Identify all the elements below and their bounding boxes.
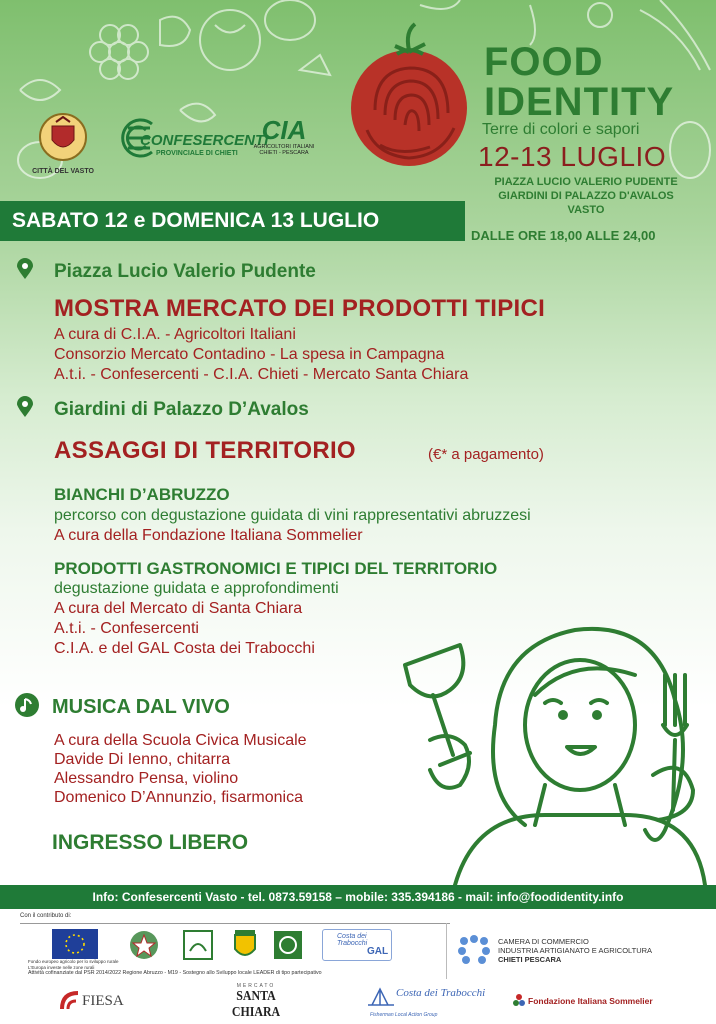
gal-label: GAL: [367, 946, 389, 957]
cia-sub1: AGRICOLTORI ITALIANI: [253, 144, 315, 150]
fiesa-mark-icon: [58, 989, 80, 1011]
musica-line-4: Domenico D’Annunzio, fisarmonica: [54, 789, 303, 806]
contributo-label: Con il contributo di:: [20, 913, 72, 919]
italy-emblem-icon: [128, 929, 160, 961]
musica-line-2: Davide Di Ienno, chitarra: [54, 751, 231, 768]
trabocchi-label: Costa dei Trabocchi: [396, 987, 486, 999]
location-piazza: Piazza Lucio Valerio Pudente: [54, 261, 316, 282]
eu-note-2: L'Europa investe nelle zone rurali: [28, 965, 95, 970]
location-pin-icon: [16, 258, 34, 280]
santa-chiara-logo: [206, 983, 306, 1021]
fis-label: Fondazione Italiana Sommelier: [528, 996, 653, 1006]
camera-line-1: CAMERA DI COMMERCIO: [498, 937, 589, 946]
ingresso-libero: INGRESSO LIBERO: [52, 831, 249, 854]
mostra-line-1: A cura di C.I.A. - Agricoltori Italiani: [54, 326, 296, 343]
tomato-fingerprint-icon: [345, 20, 475, 170]
music-note-icon: [14, 692, 40, 718]
city-crest-icon: [38, 112, 88, 162]
costa-label: Costa dei Trabocchi: [337, 933, 368, 947]
title-line2: IDENTITY: [484, 80, 675, 124]
camera-line-2: INDUSTRIA ARTIGIANATO E AGRICOLTURA: [498, 946, 653, 955]
psr-logo-icon: [182, 929, 214, 961]
gal-logo: [322, 929, 392, 961]
musica-heading: MUSICA DAL VIVO: [52, 696, 230, 718]
prodotti-line-3: C.I.A. e del GAL Costa dei Trabocchi: [54, 640, 315, 657]
date-banner: SABATO 12 e DOMENICA 13 LUGLIO: [0, 201, 465, 241]
title-line1: FOOD: [484, 40, 604, 84]
musica-line-1: A cura della Scuola Civica Musicale: [54, 732, 307, 749]
prodotti-line-2: A.t.i. - Confesercenti: [54, 620, 199, 637]
fis-mark-icon: [512, 993, 526, 1007]
assaggi-note: (€* a pagamento): [428, 446, 544, 463]
divider: [20, 923, 450, 924]
santa-chiara-label: SANTA CHIARA: [231, 989, 281, 1020]
citta-del-vasto-logo: [30, 112, 96, 175]
trabocchi-mark-icon: [366, 985, 396, 1009]
psr-note: Attività cofinanziate dal PSR 2014/2022 Regione Abruzzo - M19 - Sostegno allo Sviluppo locale LEADER di tipo partecipativo: [28, 970, 322, 976]
eu-note-1: Fondo europeo agricolo per lo sviluppo rurale: [28, 959, 119, 964]
venue-line-3: VASTO: [567, 204, 605, 216]
bianchi-title: BIANCHI D’ABRUZZO: [54, 485, 230, 504]
bianchi-cura: A cura della Fondazione Italiana Sommelier: [54, 527, 363, 544]
city-logo-label: CITTÀ DEL VASTO: [32, 168, 94, 175]
bianchi-desc: percorso con degustazione guidata di vini rappresentativi abruzzesi: [54, 507, 531, 524]
trabocchi-logo: [366, 983, 486, 1021]
woman-illustration: [395, 575, 715, 885]
musica-line-3: Alessandro Pensa, violino: [54, 770, 239, 787]
cia-name: CIA: [261, 115, 307, 145]
cia-sub2: CHIETI - PESCARA: [259, 150, 309, 156]
venue-line-1: PIAZZA LUCIO VALERIO PUDENTE: [494, 176, 678, 188]
cia-logo: [248, 116, 320, 156]
leader-logo-icon: [272, 929, 304, 961]
event-dates: 12-13 LUGLIO: [478, 141, 667, 172]
eu-flag-icon: [52, 929, 98, 959]
prodotti-title: PRODOTTI GASTRONOMICI E TIPICI DEL TERRITORIO: [54, 559, 498, 578]
mostra-heading: MOSTRA MERCATO DEI PRODOTTI TIPICI: [54, 295, 546, 322]
location-giardini: Giardini di Palazzo D’Avalos: [54, 399, 309, 420]
santa-chiara-top: MERCATO: [236, 983, 276, 989]
mostra-line-3: A.t.i. - Confesercenti - C.I.A. Chieti - Mercato Santa Chiara: [54, 366, 469, 383]
camera-commercio-icon: [456, 933, 492, 965]
title-food: [484, 42, 674, 122]
regione-abruzzo-icon: [232, 927, 258, 963]
prodotti-desc: degustazione guidata e approfondimenti: [54, 580, 339, 597]
mostra-line-2: Consorzio Mercato Contadino - La spesa in Campagna: [54, 346, 445, 363]
divider: [446, 923, 447, 979]
trabocchi-sub: Fisherman Local Action Group: [370, 1012, 438, 1018]
info-footer: Info: Confesercenti Vasto - tel. 0873.59158 – mobile: 335.394186 - mail: info@foodidentity.info: [0, 885, 716, 909]
subtitle: Terre di colori e sapori: [482, 121, 640, 138]
prodotti-line-1: A cura del Mercato di Santa Chiara: [54, 600, 303, 617]
hours: DALLE ORE 18,00 ALLE 24,00: [471, 228, 656, 243]
assaggi-heading: ASSAGGI DI TERRITORIO: [54, 437, 356, 464]
confesercenti-logo: [116, 116, 269, 166]
location-pin-icon: [16, 396, 34, 418]
confesercenti-sub: PROVINCIALE DI CHIETI: [156, 150, 238, 157]
fiesa-label: FIESA: [82, 993, 124, 1009]
venue-line-2: GIARDINI DI PALAZZO D'AVALOS: [498, 190, 674, 202]
confesercenti-name: CONFESERCENTI: [140, 132, 269, 149]
camera-line-3: CHIETI PESCARA: [498, 955, 562, 964]
credits-area: [0, 909, 716, 1024]
